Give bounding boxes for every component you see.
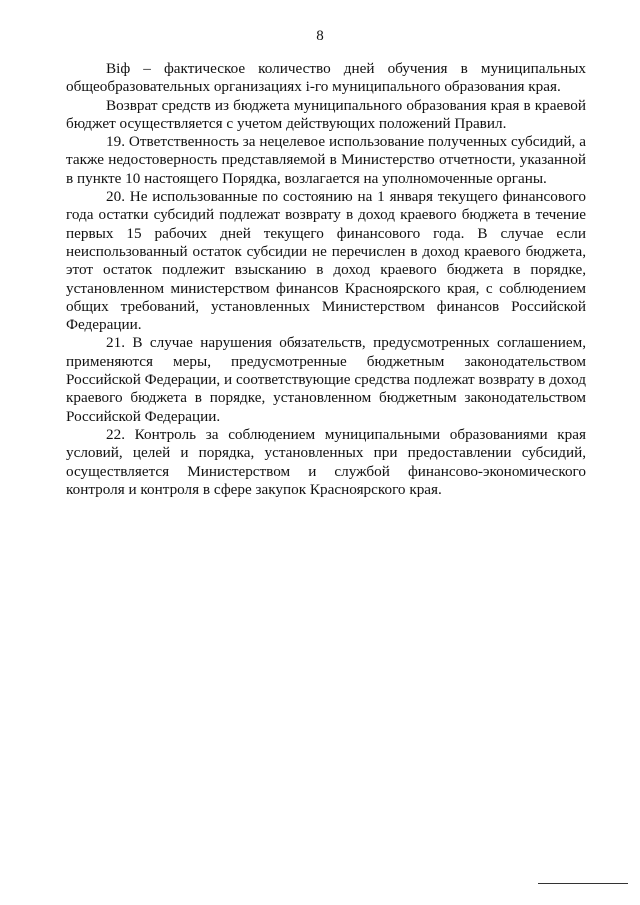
paragraph-22: 22. Контроль за соблюдением муниципальными образованиями края условий, целей и порядка, установленных при предоставлении субсидий, осуществляется Министерством и службой финансово-экономического контроля и контроля в сфере закупок Красноярского края. bbox=[66, 425, 586, 498]
document-body bbox=[66, 60, 586, 499]
paragraph-bif-definition: Biф – фактическое количество дней обучения в муниципальных общеобразовательных организациях i-го муниципального образования края. bbox=[66, 60, 586, 96]
paragraph-return-of-funds: Возврат средств из бюджета муниципального образования края в краевой бюджет осуществляется с учетом действующих положений Правил. bbox=[66, 96, 586, 132]
paragraph-21: 21. В случае нарушения обязательств, предусмотренных соглашением, применяются меры, предусмотренные бюджетным законодательством Российской Федерации, и соответствующие средства подлежат возврату в доход краевого бюджета в порядке, установленном бюджетным законодательством Российской Федерации. bbox=[66, 334, 586, 425]
paragraph-19: 19. Ответственность за нецелевое использование полученных субсидий, а также недостоверность представляемой в Министерство отчетности, указанной в пункте 10 настоящего Порядка, возлагается на уполномоченные органы. bbox=[66, 133, 586, 187]
paragraph-20: 20. Не использованные по состоянию на 1 января текущего финансового года остатки субсидий подлежат возврату в доход краевого бюджета в течение первых 15 рабочих дней текущего финансового года. В случае если неиспользованный остаток субсидии не перечислен в доход краевого бюджета, этот остаток подлежит взысканию в доход краевого бюджета в порядке, установленном министерством финансов Красноярского края, с соблюдением общих требований, установленных Министерством финансов Российской Федерации. bbox=[66, 188, 586, 334]
bottom-rule bbox=[538, 883, 628, 884]
page-number: 8 bbox=[316, 28, 324, 44]
